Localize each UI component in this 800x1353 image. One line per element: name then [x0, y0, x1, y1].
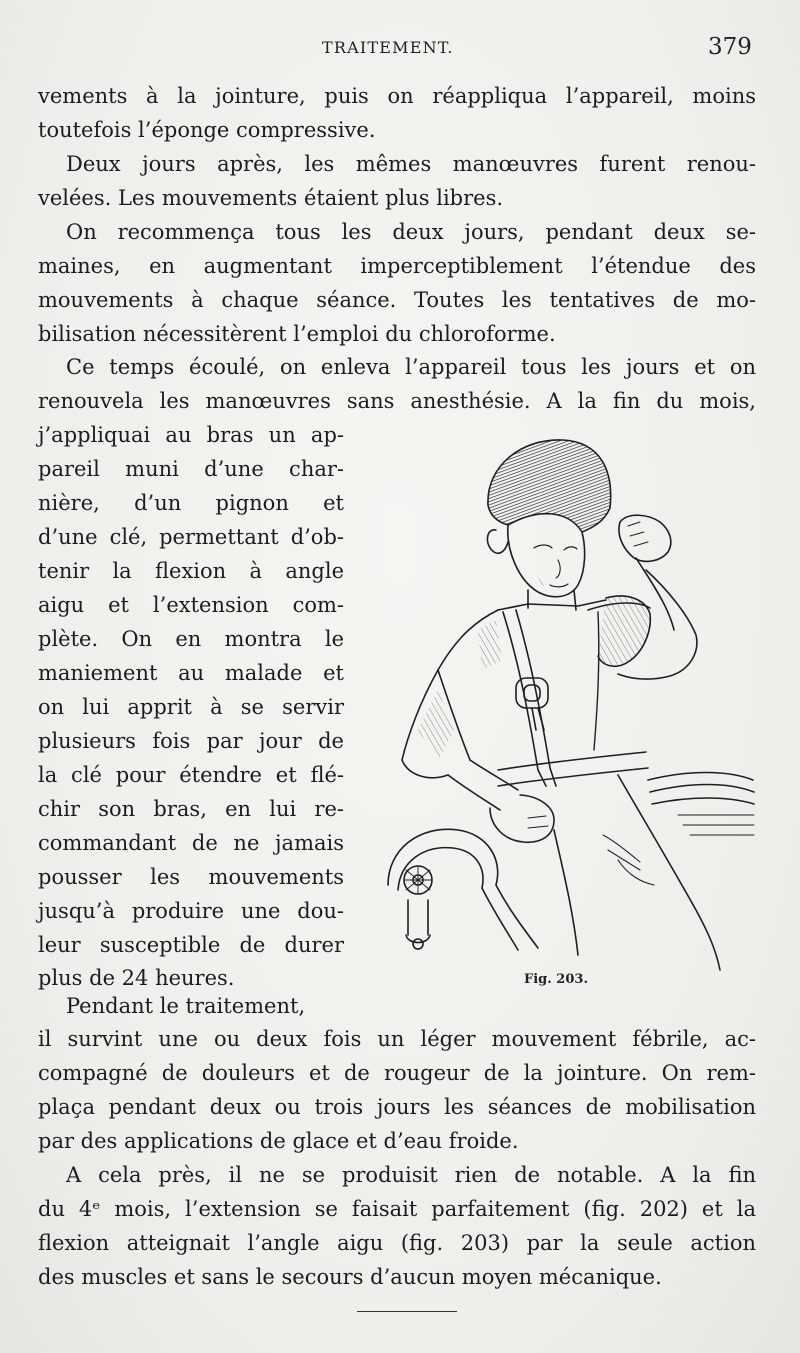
- text-line: aigu et l’extension com-: [38, 593, 344, 617]
- text-line: toutefois l’éponge compressive.: [38, 118, 376, 142]
- text-line: leur susceptible de durer: [38, 933, 344, 957]
- text-line: Pendant le traitement,: [66, 994, 306, 1018]
- text-line: par des applications de glace et d’eau froide.: [38, 1129, 519, 1153]
- closing-rule: [357, 1311, 457, 1312]
- page-number: 379: [708, 34, 752, 60]
- text-line: nière, d’un pignon et: [38, 491, 344, 515]
- text-line: commandant de ne jamais: [38, 831, 344, 855]
- figure-illustration: [378, 430, 758, 990]
- text-line: jusqu’à produire une dou-: [38, 899, 344, 923]
- text-line: bilisation nécessitèrent l’emploi du chloroforme.: [38, 322, 556, 346]
- text-line: du 4ᵉ mois, l’extension se faisait parfaitement (fig. 202) et la: [38, 1197, 756, 1221]
- text-line: plusieurs fois par jour de: [38, 729, 344, 753]
- text-line: j’appliquai au bras un ap-: [38, 423, 344, 447]
- text-line: plus de 24 heures.: [38, 966, 235, 990]
- running-head: [0, 34, 800, 64]
- text-line: des muscles et sans le secours d’aucun moyen mécanique.: [38, 1265, 662, 1289]
- text-line: plaça pendant deux ou trois jours les séances de mobilisation: [38, 1095, 756, 1119]
- text-line: On recommença tous les deux jours, pendant deux se-: [66, 220, 756, 244]
- text-line: vements à la jointure, puis on réappliqua l’appareil, moins: [38, 84, 756, 108]
- text-line: d’une clé, permettant d’ob-: [38, 525, 344, 549]
- text-line: pareil muni d’une char-: [38, 457, 344, 481]
- text-line: renouvela les manœuvres sans anesthésie. A la fin du mois,: [38, 389, 756, 413]
- text-line: Deux jours après, les mêmes manœuvres furent renou-: [66, 152, 756, 176]
- text-line: velées. Les mouvements étaient plus libres.: [38, 186, 504, 210]
- text-line: mouvements à chaque séance. Toutes les tentatives de mo-: [38, 288, 756, 312]
- text-line: flexion atteignait l’angle aigu (fig. 203) par la seule action: [38, 1231, 756, 1255]
- boy-flexing-arm-engraving: [378, 430, 758, 990]
- text-line: maniement au malade et: [38, 661, 344, 685]
- text-line: Ce temps écoulé, on enleva l’appareil tous les jours et on: [66, 355, 756, 379]
- text-line: on lui apprit à se servir: [38, 695, 344, 719]
- text-line: il survint une ou deux fois un léger mouvement fébrile, ac-: [38, 1027, 756, 1051]
- text-line: la clé pour étendre et flé-: [38, 763, 344, 787]
- text-line: maines, en augmentant imperceptiblement l’étendue des: [38, 254, 756, 278]
- text-line: compagné de douleurs et de rougeur de la jointure. On rem-: [38, 1061, 756, 1085]
- text-line: tenir la flexion à angle: [38, 559, 344, 583]
- text-line: chir son bras, en lui re-: [38, 797, 344, 821]
- running-title: TRAITEMENT.: [322, 38, 454, 57]
- text-line: pousser les mouvements: [38, 865, 344, 889]
- figure-caption: Fig. 203.: [524, 972, 588, 987]
- text-line: plète. On en montra le: [38, 627, 344, 651]
- text-line: A cela près, il ne se produisit rien de notable. A la fin: [66, 1163, 756, 1187]
